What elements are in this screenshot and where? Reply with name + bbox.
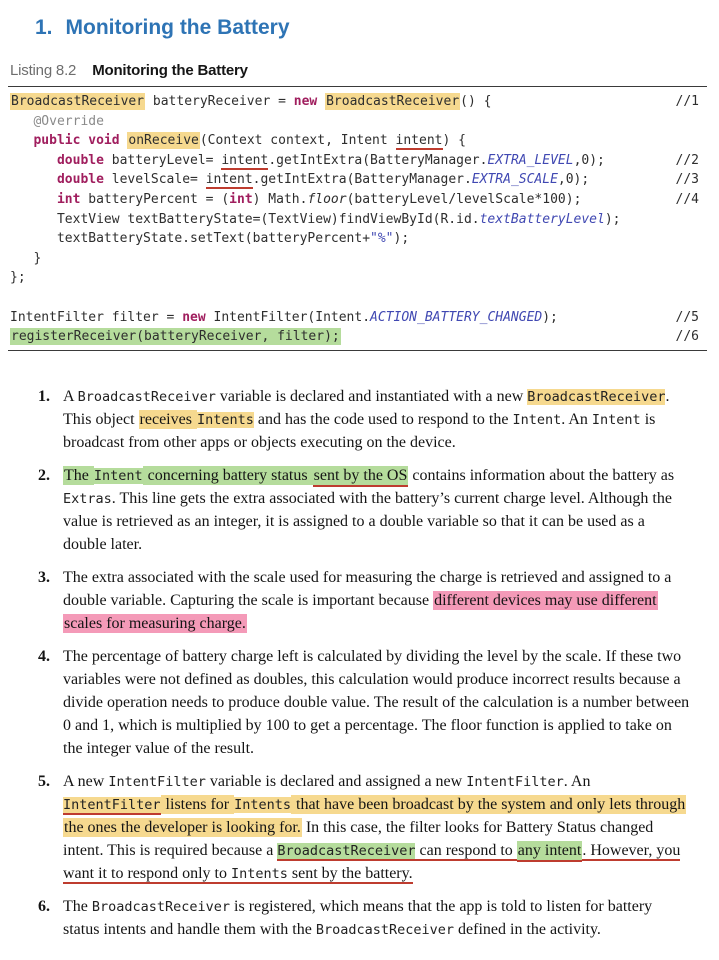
text-segment: EXTRA_LEVEL xyxy=(487,152,574,168)
text-segment: .getIntExtra(BatteryManager. xyxy=(252,172,472,188)
list-item xyxy=(38,566,691,635)
text-segment: . An xyxy=(561,410,592,428)
text-segment: A new xyxy=(63,772,109,790)
text-segment: . This line gets the extra associated with the battery’s current charge level. Although the value is retrieved as an integer, it is assigned to a double variable so that it can be used as a double later. xyxy=(63,489,672,553)
code-line-text xyxy=(10,229,409,249)
listing-label: Listing 8.2 xyxy=(10,62,77,79)
code-line-text xyxy=(10,190,581,210)
list-item xyxy=(38,385,691,454)
list-item xyxy=(38,895,691,941)
text-segment: BroadcastReceiver xyxy=(277,842,416,859)
text-segment: floor xyxy=(307,191,347,207)
text-segment: int xyxy=(56,191,81,207)
code-line xyxy=(10,112,705,132)
text-segment: ); xyxy=(604,211,621,227)
text-segment: defined in the activity. xyxy=(454,920,601,938)
text-segment: IntentFilter xyxy=(63,796,161,813)
code-line xyxy=(10,229,705,249)
text-segment xyxy=(10,133,33,148)
text-segment: EXTRA_SCALE xyxy=(471,172,558,188)
text-segment: (Context context, Intent xyxy=(199,133,396,149)
code-line xyxy=(10,92,705,112)
text-segment: Intent xyxy=(93,467,143,484)
code-line-number-comment: //5 xyxy=(675,309,699,325)
text-segment xyxy=(10,172,57,187)
list-item xyxy=(38,770,691,885)
code-line-text xyxy=(10,268,26,288)
code-line-text xyxy=(10,327,341,347)
text-segment: int xyxy=(229,191,253,207)
code-line xyxy=(10,268,705,288)
text-segment: BroadcastReceiver xyxy=(77,388,216,405)
text-segment: textBatteryState.setText(batteryPercent+ xyxy=(10,231,371,247)
annotation-list xyxy=(8,385,707,941)
text-segment: IntentFilter xyxy=(466,773,564,790)
text-segment: batteryPercent = ( xyxy=(80,191,230,207)
text-segment: ) Math. xyxy=(252,191,308,207)
text-segment: double xyxy=(56,172,104,188)
text-segment xyxy=(10,153,57,168)
code-line xyxy=(10,327,705,347)
text-segment: ); xyxy=(393,231,410,247)
page-title-number: 1. xyxy=(35,16,53,39)
code-line xyxy=(10,210,705,230)
text-segment: () { xyxy=(460,94,492,109)
code-line-text xyxy=(10,210,621,230)
text-segment: Intents xyxy=(230,865,288,882)
text-segment: ,0); xyxy=(557,172,590,188)
code-line-number-comment: //2 xyxy=(675,152,699,168)
text-segment: BroadcastReceiver xyxy=(91,898,231,915)
text-segment: any intent xyxy=(517,841,583,862)
page-title xyxy=(35,16,707,40)
code-line xyxy=(10,131,705,151)
text-segment: Extras xyxy=(63,490,112,507)
text-segment: registerReceiver(batteryReceiver, filter); xyxy=(11,329,340,345)
code-line xyxy=(10,288,705,308)
text-segment: . However, you want it to respond only to xyxy=(63,841,681,882)
text-segment: TextView textBatteryState=(TextView)findViewById(R.id. xyxy=(10,211,480,227)
code-listing xyxy=(8,87,707,350)
text-segment: new xyxy=(182,309,206,325)
text-segment: concerning battery status xyxy=(143,466,312,484)
text-segment: batteryReceiver = xyxy=(145,94,294,109)
list-item-text xyxy=(63,895,691,941)
text-segment: The extra associated with the scale used for measuring the charge is retrieved and assigned to a double variable. Capturing the scale is important because xyxy=(63,568,672,609)
text-segment: new xyxy=(293,94,318,109)
list-item-number: 1. xyxy=(38,387,50,405)
list-item-text xyxy=(63,645,691,760)
text-segment: @Override xyxy=(33,113,104,129)
text-segment: Intents xyxy=(196,411,254,428)
code-line xyxy=(10,170,705,190)
text-segment xyxy=(10,114,33,129)
text-segment: contains information about the battery as xyxy=(408,466,675,484)
list-item xyxy=(38,645,691,760)
text-segment: receives xyxy=(139,410,196,428)
text-segment: intent xyxy=(395,133,443,149)
code-line xyxy=(10,151,705,171)
code-line-text xyxy=(10,112,104,132)
text-segment: batteryLevel= xyxy=(103,152,222,168)
text-segment: ACTION_BATTERY_CHANGED xyxy=(370,309,543,325)
text-segment: The percentage of battery charge left is calculated by dividing the level by the scale. If these two variables were not defined as doubles, this calculation would produce incorrect results because a divide operation needs to produce double value. The result of the calculation is a number between 0 and 1, which is multiplied by 100 to get a percentage. The floor function is applied to take on the integer value of the result. xyxy=(63,647,690,757)
text-segment: double xyxy=(56,152,104,168)
text-segment: public void xyxy=(33,133,120,149)
text-segment: BroadcastReceiver xyxy=(11,94,145,109)
code-line-text xyxy=(10,170,589,190)
text-segment: intent xyxy=(205,172,253,188)
code-line-number-comment: //4 xyxy=(675,191,699,207)
code-line-number-comment: //1 xyxy=(675,94,699,109)
text-segment: BroadcastReceiver xyxy=(326,94,460,109)
list-item-number: 4. xyxy=(38,647,50,665)
text-segment: (batteryLevel/levelScale*100); xyxy=(346,191,582,207)
list-item-number: 3. xyxy=(38,568,50,586)
text-segment: . This object xyxy=(63,387,670,428)
text-segment: Intents xyxy=(234,796,291,813)
text-segment: levelScale= xyxy=(103,172,206,188)
rule-bottom xyxy=(8,350,707,351)
text-segment: The xyxy=(64,466,93,484)
text-segment: variable is declared and assigned a new xyxy=(205,772,467,790)
text-segment: Intent xyxy=(591,411,641,428)
text-segment: sent by the OS xyxy=(313,466,409,487)
list-item xyxy=(38,464,691,556)
list-item-text xyxy=(63,566,691,635)
text-segment: ) { xyxy=(442,133,466,149)
text-segment xyxy=(10,192,57,207)
list-item-text xyxy=(63,770,691,885)
text-segment: A xyxy=(63,387,78,405)
text-segment: IntentFilter(Intent. xyxy=(205,309,371,325)
text-segment: ,0); xyxy=(573,152,605,168)
text-segment: . An xyxy=(563,772,591,790)
code-line-text xyxy=(10,151,605,171)
list-item-text xyxy=(63,385,691,454)
code-line-text xyxy=(10,131,466,151)
text-segment: can respond to xyxy=(415,841,517,859)
text-segment xyxy=(317,94,325,109)
text-segment: .getIntExtra(BatteryManager. xyxy=(268,152,488,168)
code-line-number-comment: //6 xyxy=(675,329,699,345)
text-segment: and has the code used to respond to the xyxy=(253,410,513,428)
text-segment: intent xyxy=(221,152,269,168)
code-line-text xyxy=(10,308,558,328)
text-segment: that have been broadcast by the system and only lets through the ones the developer is looking for. xyxy=(64,795,686,836)
list-item-text xyxy=(63,464,691,556)
code-line-text xyxy=(10,249,41,269)
text-segment: variable is declared and instantiated with a new xyxy=(215,387,528,405)
text-segment: } xyxy=(10,250,42,266)
code-line xyxy=(10,190,705,210)
code-line-text xyxy=(10,92,491,112)
text-segment: listens for xyxy=(161,795,234,813)
text-segment: BroadcastReceiver xyxy=(315,921,455,938)
list-item-number: 2. xyxy=(38,466,50,484)
text-segment: is broadcast from other apps or objects executing on the device. xyxy=(63,410,656,451)
list-item-number: 5. xyxy=(38,772,50,790)
code-line-number-comment: //3 xyxy=(675,172,699,188)
listing-title: Monitoring the Battery xyxy=(92,62,248,79)
page-title-text: Monitoring the Battery xyxy=(65,16,290,39)
text-segment: In this case, the filter looks for Battery Status changed intent. This is required because a xyxy=(63,818,654,859)
text-segment: sent by the battery. xyxy=(287,864,413,882)
code-line xyxy=(10,308,705,328)
text-segment: different devices may use different scales for measuring charge. xyxy=(64,591,657,632)
text-segment: onReceive xyxy=(128,133,199,149)
code-line xyxy=(10,249,705,269)
text-segment: ); xyxy=(542,309,558,325)
text-segment: BroadcastReceiver xyxy=(527,388,666,405)
text-segment: "%" xyxy=(370,231,394,247)
code-line-text xyxy=(10,288,18,308)
text-segment: The xyxy=(63,897,92,915)
text-segment: IntentFilter filter = xyxy=(10,309,183,325)
listing-caption xyxy=(10,62,707,79)
text-segment: textBatteryLevel xyxy=(479,211,605,227)
text-segment: IntentFilter xyxy=(108,773,206,790)
list-item-number: 6. xyxy=(38,897,50,915)
text-segment: Intent xyxy=(512,411,562,428)
text-segment: is registered, which means that the app is told to listen for battery status intents and handle them with the xyxy=(63,897,653,938)
text-segment: }; xyxy=(10,270,26,286)
